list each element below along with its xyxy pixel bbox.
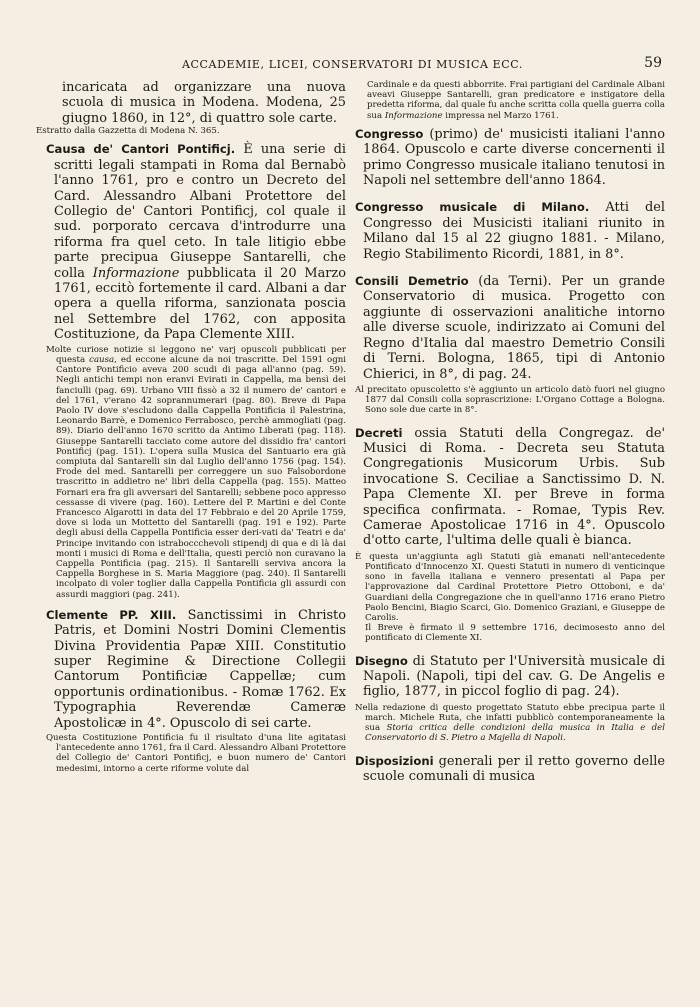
- entry-source-note: Estratto dalla Gazzetta di Modena N. 365.: [36, 126, 220, 137]
- entry-headword: Clemente PP. XIII.: [46, 607, 177, 622]
- entry-note: [355, 703, 665, 744]
- entry-headword: Congresso musicale di Milano.: [355, 200, 590, 215]
- running-title: ACCADEMIE, LICEI, CONSERVATORI DI MUSICA ECC.: [181, 58, 524, 71]
- entry-headword: Congresso: [355, 126, 424, 141]
- entry-headword: Causa de' Cantori Pontificj.: [46, 142, 236, 157]
- entry-note: Al precitato opuscoletto s'è aggiunto un articolo datò fuori nel giugno 1877 dal Consili colla soprascrizione: L'Organo Cottage a Bologna. Sono sole due carte in 8°.: [355, 384, 665, 416]
- note-text: Cardinale e da questi abborrite. Frai partigiani del Cardinale Albani aveavi Giuseppe Santarelli, gran predicatore e instigatore della predetta riforma, dal quale fu anche scritta colla quella guerra colla sua: [367, 80, 665, 121]
- entry-headword: Disposizioni: [355, 753, 434, 768]
- note-text: ed eccone alcune da noi trascritte. Del 1591 ogni Cantore Pontificio aveva 200 scudi di paga all'anno (pag. 59). Negli antichi tempi non eranvi Evirati in Cappella, ma bensì dei fanciulli (pag. 69). Urbano VIII fissò a 32 il numero de' cantori e del 1761, v'erano 42 soprannumerari (pag. 80). Breve di Papa Paolo IV dove s'escludono dalla Cappella Pontificia il Palestrina, Leonardo Barrè, e Domenico Ferrabosco, perchè ammogliati (pag. 89). Diario dell'anno 1670 scritto da Antimo Liberati (pag. 118). Giuseppe Santarelli tacciato come autore del dissidio fra' cantori Pontificj (pag. 151). L'opera sulla Musica del Santuario era già compiuta dal Santarelli sin dal Luglio dell'anno 1756 (pag. 154). Frode del med. Santarelli per correggere un suo Falsobordone trascritto in addietro ne' libri della Cappella (pag. 155). Matteo Fornari era fra gli avversari del Santarelli; sebbene poco appresso cessasse di vivere (pag. 160). Lettere del P. Martini e del Conte Francesco Algarotti in data del 17 Febbraio e del 20 Aprile 1759, dove si loda un Mottetto del Santarelli (pag. 191 e 192). Parte degli abusi della Cappella Pontificia esser deri-vati da' Teatri e da' Principe invitando con istraboccchevoli stipendj di qua e di là dai monti i musici di Roma e dell'Italia, questi perciò non curavano la Cappella Pontificia (pag. 215). Il Santarelli serviva ancora la Cappella Borghese in S. Maria Maggiore (pag. 240). Il Santarelli incolpato di voler toglier dalla Cappella Pontificia gli assurdi con assurdi maggiori (pag. 241).: [56, 354, 347, 600]
- note-italic-text: Informazione: [384, 110, 443, 121]
- entry-congresso-milano: [355, 200, 665, 262]
- entry-note: [46, 345, 346, 600]
- note-text: impressa nel Marzo 1761.: [445, 110, 559, 121]
- note-italic-text: Storia critica delle condizioni della musica in Italia e del Conservatorio di S. Pietro a Majella di Napoli.: [365, 723, 665, 744]
- entry-consili: [355, 274, 665, 382]
- entry-causa: [46, 142, 346, 342]
- running-header: [0, 55, 700, 78]
- entry-text: generali per il retto governo delle scuole comunali di musica: [363, 753, 665, 785]
- entry-note: È questa un'aggiunta agli Statuti già emanati nell'antecedente Pontificato d'Innocenzo XI. Questi Statuti in numero di venticinque sono in favella italiana e vennero presentati al Papa per l'approvazione dal Cardinal Protettore Pietro Ottoboni, e da' Guardiani della Congregazione che in quell'anno 1716 erano Pietro Paolo Bencini, Biagio Scarci, Gio. Domenico Graziani, e Giuseppe de Carolis.: [355, 551, 665, 623]
- note-continued: [355, 80, 665, 121]
- entry-text: Atti del Congresso dei Musicisti italiani riunito in Milano dal 15 al 22 giugno 1881. - Milano, Regio Stabilimento Ricordi, 1881, in 8°.: [363, 200, 665, 262]
- entry-congresso: [355, 127, 665, 189]
- page-number: 59: [644, 55, 662, 71]
- entry-headword: Disegno: [355, 653, 408, 668]
- entry-disegno: [355, 654, 665, 700]
- entry-text: (da Terni). Per un grande Conservatorio di musica. Progetto con aggiunte di osservazioni analitiche intorno alle diverse scuole, indirizzato ai Comuni del Regno d'Italia dal maestro Demetrio Consili di Terni. Bologna, 1865, tipi di Antonio Chierici, in 8°, di pag. 24.: [363, 274, 665, 382]
- entry-text: (primo) de' musicisti italiani l'anno 1864. Opuscolo e carte diverse concernenti il primo Congresso musicale italiano tenutosi in Napoli nel settembre dell'anno 1864.: [363, 126, 665, 189]
- entry-text: pubblicata il 20 Marzo 1761, eccitò fortemente il card. Albani a dar opera a quella riforma, sanzionata poscia nel Settembre del 1762, con apposita Costituzione, da Papa Clemente XIII.: [54, 265, 346, 343]
- entry-text: Sanctissimi in Christo Patris, et Domini Nostri Domini Clementis Divina Providentia Papæ XIII. Constitutio super Regimine & Directione Collegii Cantorum Pontificiæ Cappellæ; cum opportunis ordinationibus. - Romæ 1762. Ex Typographia Reverendæ Cameræ Apostolicæ in 4°. Opuscolo di sei carte.: [54, 607, 346, 731]
- entry-clemente: [46, 608, 346, 731]
- entry-continued: incaricata ad organizzare una nuova scuola di musica in Modena. Modena, 25 giugno 1860, in 12°, di quattro sole carte.: [62, 80, 346, 126]
- entry-text: È una serie di scritti legali stampati in Roma dal Bernabò l'anno 1761, pro e contro un Decreto del Card. Alessandro Albani Protettore del Collegio de' Cantori Pontificj, col quale il sud. porporato cercava d'introdurre una riforma fra quel ceto. In tale litigio ebbe parte precipua Giuseppe Santarelli, che colla: [54, 142, 346, 281]
- left-column: [36, 80, 347, 774]
- entry-note: Questa Costituzione Pontificia fu il risultato d'una lite agitatasi l'antecedente anno 1761, fra il Card. Alessandro Albani Protettore del Collegio de' Cantori Pontificj, e buon numero de' Cantori medesimi, intorno a certe riforme volute dal: [46, 733, 346, 774]
- entry-headword: Consili Demetrio: [355, 274, 469, 289]
- entry-italic-text: Informazione: [92, 265, 180, 281]
- entry-disposizioni: [355, 754, 665, 785]
- entry-text: di Statuto per l'Università musicale di Napoli. (Napoli, tipi del cav. G. De Angelis e figlio, 1877, in piccol foglio di pag. 24).: [363, 653, 665, 700]
- note-italic-text: causa,: [89, 354, 117, 365]
- entry-decreti: [355, 426, 665, 549]
- entry-note: Il Breve è firmato il 9 settembre 1716, decimosesto anno del pontificato di Clemente XI.: [365, 623, 665, 644]
- entry-headword: Decreti: [355, 425, 403, 440]
- entry-text: ossia Statuti della Congregaz. de' Musici di Roma. - Decreta seu Statuta Congregationis Musicorum Urbis. Sub invocatione S. Ceciliae a Sanctissimo D. N. Papa Clemente XI. per Breve in forma specifica confirmata. - Romae, Typis Rev. Camerae Apostolicae 1716 in 4°. Opuscolo d'otto carte, l'ultima delle quali è bianca.: [363, 425, 665, 549]
- note-text: Molte curiose notizie si leggono ne' varj opuscoli pubblicati per questa: [46, 344, 346, 365]
- note-text: Nella redazione di questo progettato Statuto ebbe precipua parte il march. Michele Ruta, che infatti pubblicò contemporaneamente la sua: [355, 702, 665, 734]
- right-column: [355, 80, 665, 784]
